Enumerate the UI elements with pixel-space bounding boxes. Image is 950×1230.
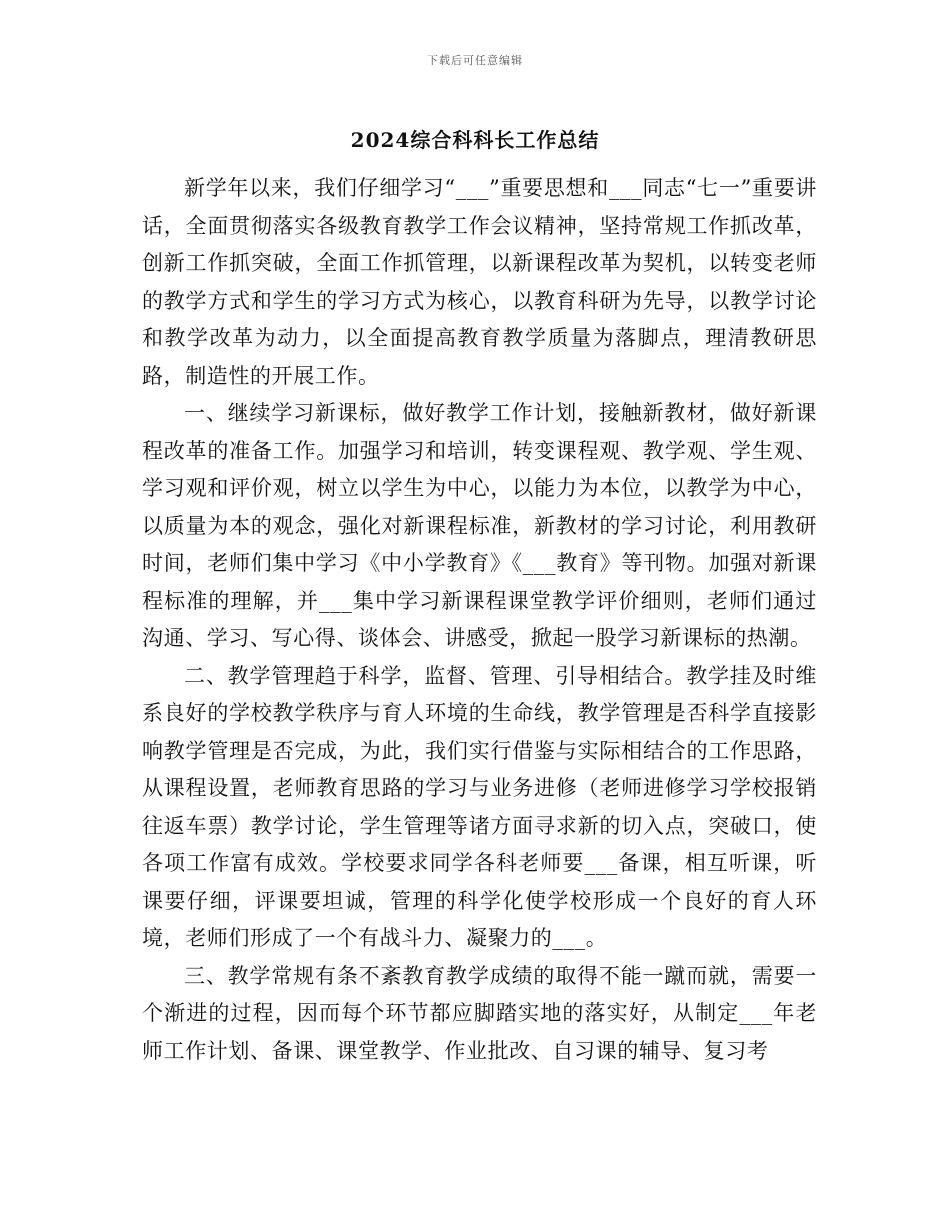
paragraph-intro: 新学年以来，我们仔细学习“___”重要思想和___同志“七一”重要讲话，全面贯彻落实各级教育教学工作会议精神，坚持常规工作抓改革，创新工作抓突破，全面工作抓管理，以新课程改革为契机，以转变老师的教学方式和学生的学习方式为核心，以教育科研为先导，以教学讨论和教学改革为动力，以全面提高教育教学质量为落脚点，理清教研思路，制造性的开展工作。 — [142, 176, 817, 388]
paragraph-section-2: 二、教学管理趋于科学，监督、管理、引导相结合。教学挂及时维系良好的学校教学秩序与育人环境的生命线，教学管理是否科学直接影响教学管理是否完成，为此，我们实行借鉴与实际相结合的工作思路，从课程设置，老师教育思路的学习与业务进修（老师进修学习学校报销往返车票）教学讨论，学生管理等诸方面寻求新的切入点，突破口，使各项工作富有成效。学校要求同学各科老师要___备课，相互听课，听课要仔细，评课要坦诚，管理的科学化使学校形成一个良好的育人环境，老师们形成了一个有战斗力、凝聚力的___。 — [142, 663, 817, 950]
document-title: 2024综合科科长工作总结 — [350, 128, 600, 152]
paragraph-section-1: 一、继续学习新课标，做好教学工作计划，接触新教材，做好新课程改革的准备工作。加强学习和培训，转变课程观、教学观、学生观、学习观和评价观，树立以学生为中心，以能力为本位，以教学为中心，以质量为本的观念，强化对新课程标准，新教材的学习讨论，利用教研时间，老师们集中学习《中小学教育》《___教育》等刊物。加强对新课程标准的理解，并___集中学习新课程课堂教学评价细则，老师们通过沟通、学习、写心得、谈体会、讲感受，掀起一股学习新课标的热潮。 — [142, 401, 817, 650]
document-body — [142, 170, 817, 1070]
header-note: 下载后可任意编辑 — [427, 54, 523, 67]
paragraph-section-3: 三、教学常规有条不紊教育教学成绩的取得不能一蹴而就，需要一个渐进的过程，因而每个环节都应脚踏实地的落实好，从制定___年老师工作计划、备课、课堂教学、作业批改、自习课的辅导、复习考 — [142, 963, 817, 1063]
